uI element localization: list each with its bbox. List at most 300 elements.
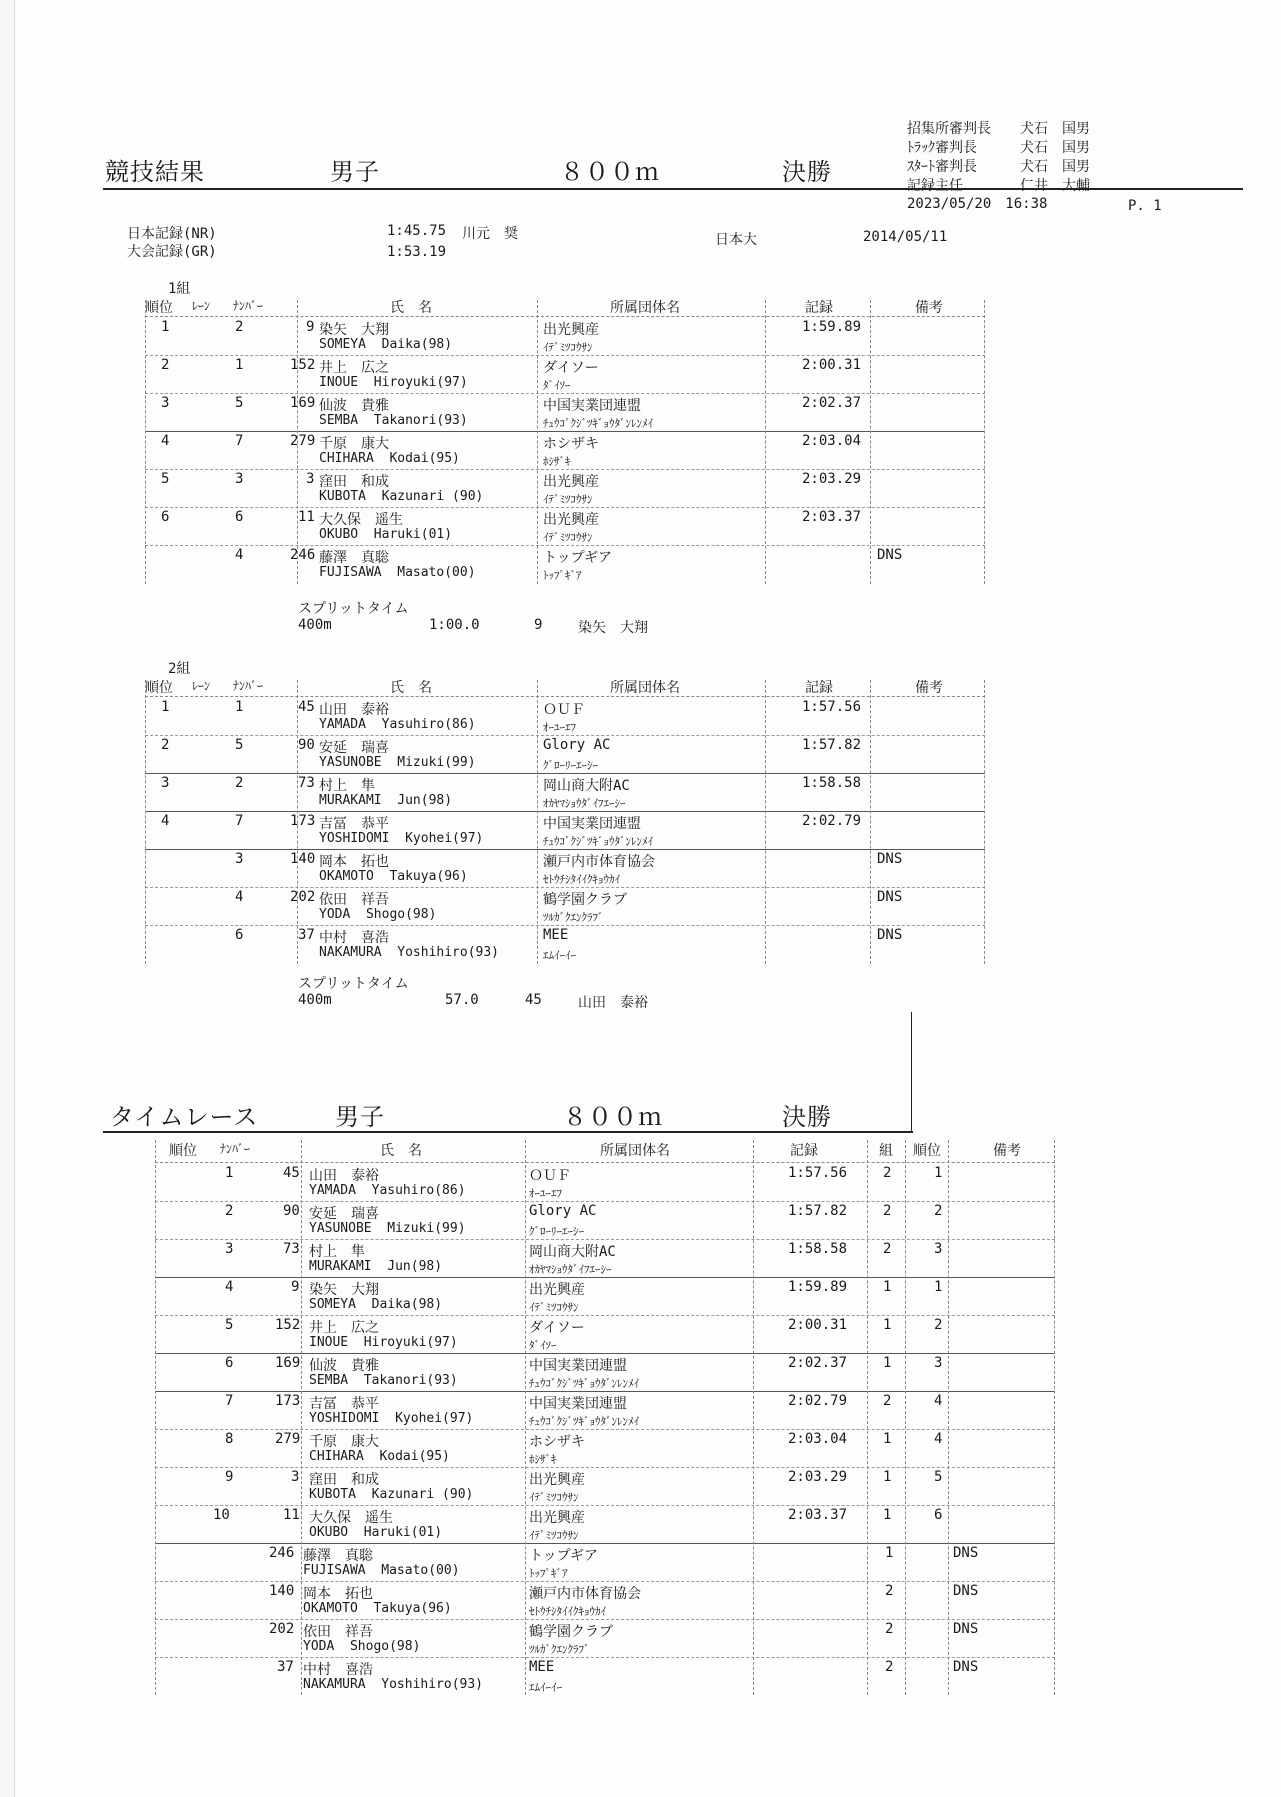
official-role: ｽﾀｰﾄ審判長 — [907, 159, 977, 175]
bib: 152 — [275, 1317, 301, 1333]
athlete-name: 安延 瑞喜 — [319, 740, 389, 756]
official-name: 仁井 大輔 — [1020, 178, 1090, 194]
athlete-name: 吉冨 恭平 — [319, 816, 389, 832]
athlete-name: 依田 祥吾 — [319, 892, 389, 908]
team-name: 瀬戸内市体育協会 — [529, 1586, 641, 1602]
rank: 4 — [225, 1279, 234, 1295]
bib: 279 — [290, 433, 316, 449]
athlete-name-en: KUBOTA Kazunari (90) — [309, 1487, 474, 1502]
table-row — [145, 774, 985, 811]
team-name: ＯＵＦ — [543, 702, 585, 718]
lane: 4 — [235, 547, 244, 563]
bib: 45 — [298, 699, 315, 715]
table-row — [145, 698, 985, 735]
rank: 10 — [213, 1507, 230, 1523]
heat-rank: 4 — [934, 1393, 943, 1409]
table-row — [145, 508, 985, 545]
record-date: 2014/05/11 — [863, 229, 948, 245]
table-row — [145, 736, 985, 773]
rank: 3 — [161, 775, 170, 791]
table-row — [145, 356, 985, 393]
team-kana: ｵｶﾔﾏｼｮｳﾀﾞｲﾌｴｰｼｰ — [529, 1263, 612, 1276]
team-kana: ｵｶﾔﾏｼｮｳﾀﾞｲﾌｴｰｼｰ — [543, 797, 626, 810]
athlete-name-en: SOMEYA Daika(98) — [309, 1297, 443, 1312]
split-time-heat-2 — [298, 973, 798, 1013]
team-kana: ﾄｯﾌﾟｷﾞｱ — [543, 569, 582, 582]
lane: 6 — [235, 509, 244, 525]
heat-rank: 3 — [934, 1355, 943, 1371]
lane: 2 — [235, 319, 244, 335]
bib: 140 — [290, 851, 316, 867]
team-name: 鶴学園クラブ — [529, 1624, 613, 1640]
note: DNS — [877, 889, 903, 905]
team-name: MEE — [543, 927, 569, 943]
record-value: 1:59.89 — [788, 1279, 848, 1295]
athlete-name-en: OKAMOTO Takuya(96) — [303, 1601, 452, 1616]
table-row — [155, 1544, 1055, 1581]
rank: 1 — [161, 319, 170, 335]
team-kana: ﾄｯﾌﾟｷﾞｱ — [529, 1567, 568, 1580]
lane: 4 — [235, 889, 244, 905]
record-value: 1:59.89 — [802, 319, 862, 335]
athlete-name: 仙波 貴雅 — [319, 398, 389, 414]
record-value: 1:57.56 — [788, 1165, 848, 1181]
team-kana: ｴﾑｲｰｲｰ — [543, 949, 576, 962]
rank: 9 — [225, 1469, 234, 1485]
athlete-name-en: SEMBA Takanori(93) — [309, 1373, 458, 1388]
rank: 3 — [225, 1241, 234, 1257]
split-time-heat-1 — [298, 598, 798, 638]
team-kana: ｲﾃﾞﾐﾂｺｳｻﾝ — [543, 493, 593, 506]
record-time: 1:45.75 — [387, 223, 447, 239]
athlete-name: 大久保 遥生 — [309, 1510, 393, 1526]
team-name: 出光興産 — [543, 322, 599, 338]
section-title: タイムレース — [110, 1103, 259, 1131]
athlete-name: 井上 広之 — [319, 360, 389, 376]
lane: 1 — [235, 699, 244, 715]
col-record: 記録 — [790, 1143, 818, 1159]
athlete-name: 安延 瑞喜 — [309, 1206, 379, 1222]
heat-rank: 1 — [934, 1279, 943, 1295]
athlete-name-en: YASUNOBE Mizuki(99) — [319, 755, 476, 770]
rank: 2 — [225, 1203, 234, 1219]
heat: 2 — [883, 1203, 892, 1219]
table-row — [155, 1278, 1055, 1315]
record-value: 2:03.29 — [788, 1469, 848, 1485]
bib: 45 — [283, 1165, 300, 1181]
team-kana: ｲﾃﾞﾐﾂｺｳｻﾝ — [529, 1301, 579, 1314]
athlete-name: 藤澤 真聡 — [303, 1548, 373, 1564]
split-distance: 400m — [298, 617, 332, 633]
split-label: スプリットタイム — [298, 601, 409, 617]
athlete-name-en: YAMADA Yasuhiro(86) — [309, 1183, 466, 1198]
team-name: ダイソー — [543, 360, 599, 376]
rank: 7 — [225, 1393, 234, 1409]
athlete-name-en: OKAMOTO Takuya(96) — [319, 869, 468, 884]
team-kana: ﾎｼｻﾞｷ — [529, 1453, 557, 1466]
col-note: 備考 — [915, 300, 943, 316]
record-value: 2:03.04 — [788, 1431, 848, 1447]
team-name: 出光興産 — [543, 512, 599, 528]
table-row — [145, 470, 985, 507]
record-value: 2:03.04 — [802, 433, 862, 449]
bib: 3 — [306, 471, 315, 487]
team-name: Glory AC — [529, 1203, 597, 1219]
team-kana: ｲﾃﾞﾐﾂｺｳｻﾝ — [529, 1491, 579, 1504]
record-team: 日本大 — [715, 232, 757, 248]
gender-label: 男子 — [335, 1103, 385, 1131]
table-row — [155, 1392, 1055, 1429]
heat-rank: 1 — [934, 1165, 943, 1181]
athlete-name-en: OKUBO Haruki(01) — [309, 1525, 443, 1540]
col-bib: ﾅﾝﾊﾞｰ — [233, 679, 264, 693]
athlete-name: 窪田 和成 — [309, 1472, 379, 1488]
team-name: ダイソー — [529, 1320, 585, 1336]
header-rule — [103, 188, 1243, 190]
record-holder: 川元 奨 — [462, 226, 518, 242]
team-name: 出光興産 — [543, 474, 599, 490]
col-record: 記録 — [805, 300, 833, 316]
heat-rank: 4 — [934, 1431, 943, 1447]
record-value: 1:58.58 — [788, 1241, 848, 1257]
athlete-name: 藤澤 真聡 — [319, 550, 389, 566]
team-kana: ﾂﾙｶﾞｸｴﾝｸﾗﾌﾞ — [543, 911, 604, 924]
team-name: 岡山商大附AC — [529, 1244, 616, 1260]
official-role: ﾄﾗｯｸ審判長 — [907, 140, 977, 156]
table-row — [145, 812, 985, 849]
table-row — [155, 1430, 1055, 1467]
team-kana: ｵｰﾕｰｴﾌ — [543, 721, 576, 734]
team-kana: ｴﾑｲｰｲｰ — [529, 1681, 562, 1694]
athlete-name: 依田 祥吾 — [303, 1624, 373, 1640]
athlete-name-en: KUBOTA Kazunari (90) — [319, 489, 484, 504]
bib: 11 — [283, 1507, 300, 1523]
athlete-name-en: YOSHIDOMI Kyohei(97) — [309, 1411, 474, 1426]
lane: 5 — [235, 737, 244, 753]
heat: 1 — [883, 1507, 892, 1523]
heat: 2 — [885, 1583, 894, 1599]
team-kana: ｲﾃﾞﾐﾂｺｳｻﾝ — [543, 341, 593, 354]
team-name: 中国実業団連盟 — [529, 1358, 627, 1374]
result-sheet — [14, 0, 1281, 1797]
heat: 1 — [883, 1317, 892, 1333]
record-value: 2:03.29 — [802, 471, 862, 487]
heat: 1 — [885, 1545, 894, 1561]
bib: 9 — [306, 319, 315, 335]
header-rule — [103, 1131, 913, 1133]
event-label: ８００ｍ — [563, 1103, 663, 1131]
heat: 2 — [885, 1659, 894, 1675]
team-kana: ｸﾞﾛｰﾘｰｴｰｼｰ — [543, 759, 598, 772]
athlete-name-en: YAMADA Yasuhiro(86) — [319, 717, 476, 732]
note: DNS — [877, 927, 903, 943]
athlete-name: 千原 康大 — [309, 1434, 379, 1450]
athlete-name-en: YODA Shogo(98) — [303, 1639, 421, 1654]
team-name: Glory AC — [543, 737, 611, 753]
bib: 202 — [290, 889, 316, 905]
rank: 5 — [225, 1317, 234, 1333]
team-name: MEE — [529, 1659, 555, 1675]
official-role: 招集所審判長 — [907, 121, 991, 137]
athlete-name: 吉冨 恭平 — [309, 1396, 379, 1412]
col-team: 所属団体名 — [600, 1143, 670, 1159]
note: DNS — [953, 1583, 979, 1599]
lane: 2 — [235, 775, 244, 791]
official-name: 犬石 国男 — [1020, 121, 1090, 137]
table-row — [155, 1316, 1055, 1353]
record-value: 1:57.56 — [802, 699, 862, 715]
team-kana: ﾁｭｳｺﾞｸｼﾞﾂｷﾞｮｳﾀﾞﾝﾚﾝﾒｲ — [529, 1377, 639, 1390]
athlete-name: 山田 泰裕 — [309, 1168, 379, 1184]
bib: 73 — [283, 1241, 300, 1257]
bib: 9 — [291, 1279, 300, 1295]
heat: 1 — [883, 1279, 892, 1295]
team-kana: ﾀﾞｲｿｰ — [529, 1339, 557, 1352]
lane: 3 — [235, 471, 244, 487]
col-heat-rank: 順位 — [913, 1143, 941, 1159]
lane: 5 — [235, 395, 244, 411]
team-kana: ｾﾄｳﾁｼﾀｲｲｸｷｮｳｶｲ — [543, 873, 620, 886]
bib: 246 — [290, 547, 316, 563]
team-name: 岡山商大附AC — [543, 778, 630, 794]
athlete-name-en: CHIHARA Kodai(95) — [319, 451, 460, 466]
table-row — [145, 432, 985, 469]
team-name: トップギア — [529, 1548, 599, 1564]
heat-rank: 2 — [934, 1203, 943, 1219]
official-role: 記録主任 — [907, 178, 963, 194]
team-name: 出光興産 — [529, 1510, 585, 1526]
table-row — [145, 546, 985, 583]
table-header — [155, 1140, 1055, 1162]
heat: 2 — [883, 1241, 892, 1257]
bib: 279 — [275, 1431, 301, 1447]
timerace-table — [155, 1140, 1055, 1700]
bib: 169 — [290, 395, 316, 411]
athlete-name: 村上 隼 — [309, 1244, 365, 1260]
heat: 2 — [885, 1621, 894, 1637]
col-rank: 順位 — [169, 1143, 197, 1159]
athlete-name: 大久保 遥生 — [319, 512, 403, 528]
athlete-name: 染矢 大翔 — [319, 322, 389, 338]
bib: 90 — [298, 737, 315, 753]
bib: 173 — [290, 813, 316, 829]
record-value: 2:00.31 — [788, 1317, 848, 1333]
bib: 37 — [298, 927, 315, 943]
split-time: 57.0 — [445, 992, 479, 1008]
record-value: 1:57.82 — [802, 737, 862, 753]
team-name: 鶴学園クラブ — [543, 892, 627, 908]
heat-rank: 3 — [934, 1241, 943, 1257]
lane: 7 — [235, 433, 244, 449]
event-label: ８００ｍ — [560, 158, 660, 186]
table-row — [145, 850, 985, 887]
athlete-name: 窪田 和成 — [319, 474, 389, 490]
lane: 1 — [235, 357, 244, 373]
athlete-name: 村上 隼 — [319, 778, 375, 794]
heat: 1 — [883, 1469, 892, 1485]
split-time: 1:00.0 — [429, 617, 480, 633]
record-value: 1:58.58 — [802, 775, 862, 791]
table-row — [155, 1582, 1055, 1619]
bib: 11 — [298, 509, 315, 525]
athlete-name-en: YODA Shogo(98) — [319, 907, 437, 922]
table-row — [145, 394, 985, 431]
split-distance: 400m — [298, 992, 332, 1008]
heat-rank: 2 — [934, 1317, 943, 1333]
header-divider — [145, 316, 985, 317]
split-name: 染矢 大翔 — [578, 620, 648, 636]
lane: 7 — [235, 813, 244, 829]
rank: 4 — [161, 813, 170, 829]
table-row — [155, 1658, 1055, 1695]
note: DNS — [953, 1621, 979, 1637]
split-name: 山田 泰裕 — [578, 995, 648, 1011]
note: DNS — [877, 851, 903, 867]
record-value: 2:02.37 — [788, 1355, 848, 1371]
col-bib: ﾅﾝﾊﾞｰ — [233, 299, 264, 313]
team-kana: ｸﾞﾛｰﾘｰｴｰｼｰ — [529, 1225, 584, 1238]
bib: 173 — [275, 1393, 301, 1409]
team-name: 瀬戸内市体育協会 — [543, 854, 655, 870]
table-row — [155, 1620, 1055, 1657]
athlete-name: 山田 泰裕 — [319, 702, 389, 718]
team-name: ホシザキ — [543, 436, 599, 452]
rank: 2 — [161, 357, 170, 373]
team-kana: ﾎｼｻﾞｷ — [543, 455, 571, 468]
rank: 5 — [161, 471, 170, 487]
athlete-name-en: INOUE Hiroyuki(97) — [319, 375, 468, 390]
record-value: 2:02.37 — [802, 395, 862, 411]
heat: 1 — [883, 1355, 892, 1371]
record-value: 2:00.31 — [802, 357, 862, 373]
athlete-name-en: NAKAMURA Yoshihiro(93) — [319, 945, 500, 960]
team-name: 出光興産 — [529, 1472, 585, 1488]
bib: 37 — [277, 1659, 294, 1675]
bib: 90 — [283, 1203, 300, 1219]
section-title: 競技結果 — [105, 158, 205, 186]
heat-rank: 6 — [934, 1507, 943, 1523]
heat-2-table — [145, 658, 985, 962]
athlete-name-en: YOSHIDOMI Kyohei(97) — [319, 831, 484, 846]
heat-label: 1組 — [168, 281, 191, 297]
col-rank: 順位 — [145, 300, 173, 316]
note: DNS — [953, 1545, 979, 1561]
bib: 246 — [269, 1545, 295, 1561]
rank: 6 — [161, 509, 170, 525]
record-value: 1:57.82 — [788, 1203, 848, 1219]
athlete-name-en: CHIHARA Kodai(95) — [309, 1449, 450, 1464]
athlete-name-en: YASUNOBE Mizuki(99) — [309, 1221, 466, 1236]
record-value: 2:03.37 — [802, 509, 862, 525]
print-timestamp: 2023/05/20 16:38 — [907, 196, 1048, 212]
lane: 3 — [235, 851, 244, 867]
team-name: トップギア — [543, 550, 613, 566]
rank: 1 — [161, 699, 170, 715]
athlete-name-en: SEMBA Takanori(93) — [319, 413, 468, 428]
col-lane: ﾚｰﾝ — [192, 299, 211, 313]
col-bib: ﾅﾝﾊﾞｰ — [220, 1142, 251, 1156]
athlete-name: 染矢 大翔 — [309, 1282, 379, 1298]
round-label: 決勝 — [782, 1103, 832, 1131]
split-label: スプリットタイム — [298, 976, 409, 992]
athlete-name-en: FUJISAWA Masato(00) — [319, 565, 476, 580]
col-note: 備考 — [915, 680, 943, 696]
athlete-name: 中村 喜浩 — [303, 1662, 373, 1678]
col-name: 氏 名 — [380, 1143, 422, 1159]
athlete-name-en: MURAKAMI Jun(98) — [309, 1259, 443, 1274]
team-kana: ｲﾃﾞﾐﾂｺｳｻﾝ — [543, 531, 593, 544]
team-kana: ﾀﾞｲｿｰ — [543, 379, 571, 392]
col-name: 氏 名 — [390, 680, 432, 696]
official-name: 犬石 国男 — [1020, 140, 1090, 156]
athlete-name-en: SOMEYA Daika(98) — [319, 337, 453, 352]
athlete-name: 岡本 拓也 — [303, 1586, 373, 1602]
split-bib: 9 — [534, 617, 543, 633]
team-kana: ﾁｭｳｺﾞｸｼﾞﾂｷﾞｮｳﾀﾞﾝﾚﾝﾒｲ — [543, 417, 653, 430]
col-note: 備考 — [993, 1143, 1021, 1159]
athlete-name: 岡本 拓也 — [319, 854, 389, 870]
athlete-name: 中村 喜浩 — [319, 930, 389, 946]
athlete-name-en: INOUE Hiroyuki(97) — [309, 1335, 458, 1350]
col-heat: 組 — [879, 1143, 893, 1159]
note: DNS — [953, 1659, 979, 1675]
record-time: 1:53.19 — [387, 244, 447, 260]
col-team: 所属団体名 — [610, 680, 680, 696]
heat-label: 2組 — [168, 661, 191, 677]
team-kana: ﾁｭｳｺﾞｸｼﾞﾂｷﾞｮｳﾀﾞﾝﾚﾝﾒｲ — [529, 1415, 639, 1428]
rank: 3 — [161, 395, 170, 411]
athlete-name-en: OKUBO Haruki(01) — [319, 527, 453, 542]
record-value: 2:03.37 — [788, 1507, 848, 1523]
athlete-name-en: NAKAMURA Yoshihiro(93) — [303, 1677, 484, 1692]
note: DNS — [877, 547, 903, 563]
team-kana: ﾁｭｳｺﾞｸｼﾞﾂｷﾞｮｳﾀﾞﾝﾚﾝﾒｲ — [543, 835, 653, 848]
athlete-name: 仙波 貴雅 — [309, 1358, 379, 1374]
col-record: 記録 — [805, 680, 833, 696]
table-row — [145, 926, 985, 963]
record-label: 大会記録(GR) — [127, 244, 217, 260]
bib: 169 — [275, 1355, 301, 1371]
col-team: 所属団体名 — [610, 300, 680, 316]
bib: 73 — [298, 775, 315, 791]
table-row — [155, 1202, 1055, 1239]
table-row — [145, 888, 985, 925]
heat: 2 — [883, 1165, 892, 1181]
col-name: 氏 名 — [390, 300, 432, 316]
rank: 2 — [161, 737, 170, 753]
heat-1-table — [145, 278, 985, 588]
team-kana: ｵｰﾕｰｴﾌ — [529, 1187, 562, 1200]
table-row — [145, 318, 985, 355]
table-row — [155, 1240, 1055, 1277]
table-row — [155, 1506, 1055, 1543]
table-row — [155, 1468, 1055, 1505]
col-lane: ﾚｰﾝ — [192, 679, 211, 693]
rank: 8 — [225, 1431, 234, 1447]
team-name: ホシザキ — [529, 1434, 585, 1450]
athlete-name: 千原 康大 — [319, 436, 389, 452]
heat: 2 — [883, 1393, 892, 1409]
table-row — [155, 1164, 1055, 1201]
round-label: 決勝 — [782, 158, 832, 186]
table-row — [155, 1354, 1055, 1391]
record-value: 2:02.79 — [788, 1393, 848, 1409]
bib: 202 — [269, 1621, 295, 1637]
bib: 140 — [269, 1583, 295, 1599]
team-kana: ｾﾄｳﾁｼﾀｲｲｸｷｮｳｶｲ — [529, 1605, 606, 1618]
lane: 6 — [235, 927, 244, 943]
team-name: 出光興産 — [529, 1282, 585, 1298]
